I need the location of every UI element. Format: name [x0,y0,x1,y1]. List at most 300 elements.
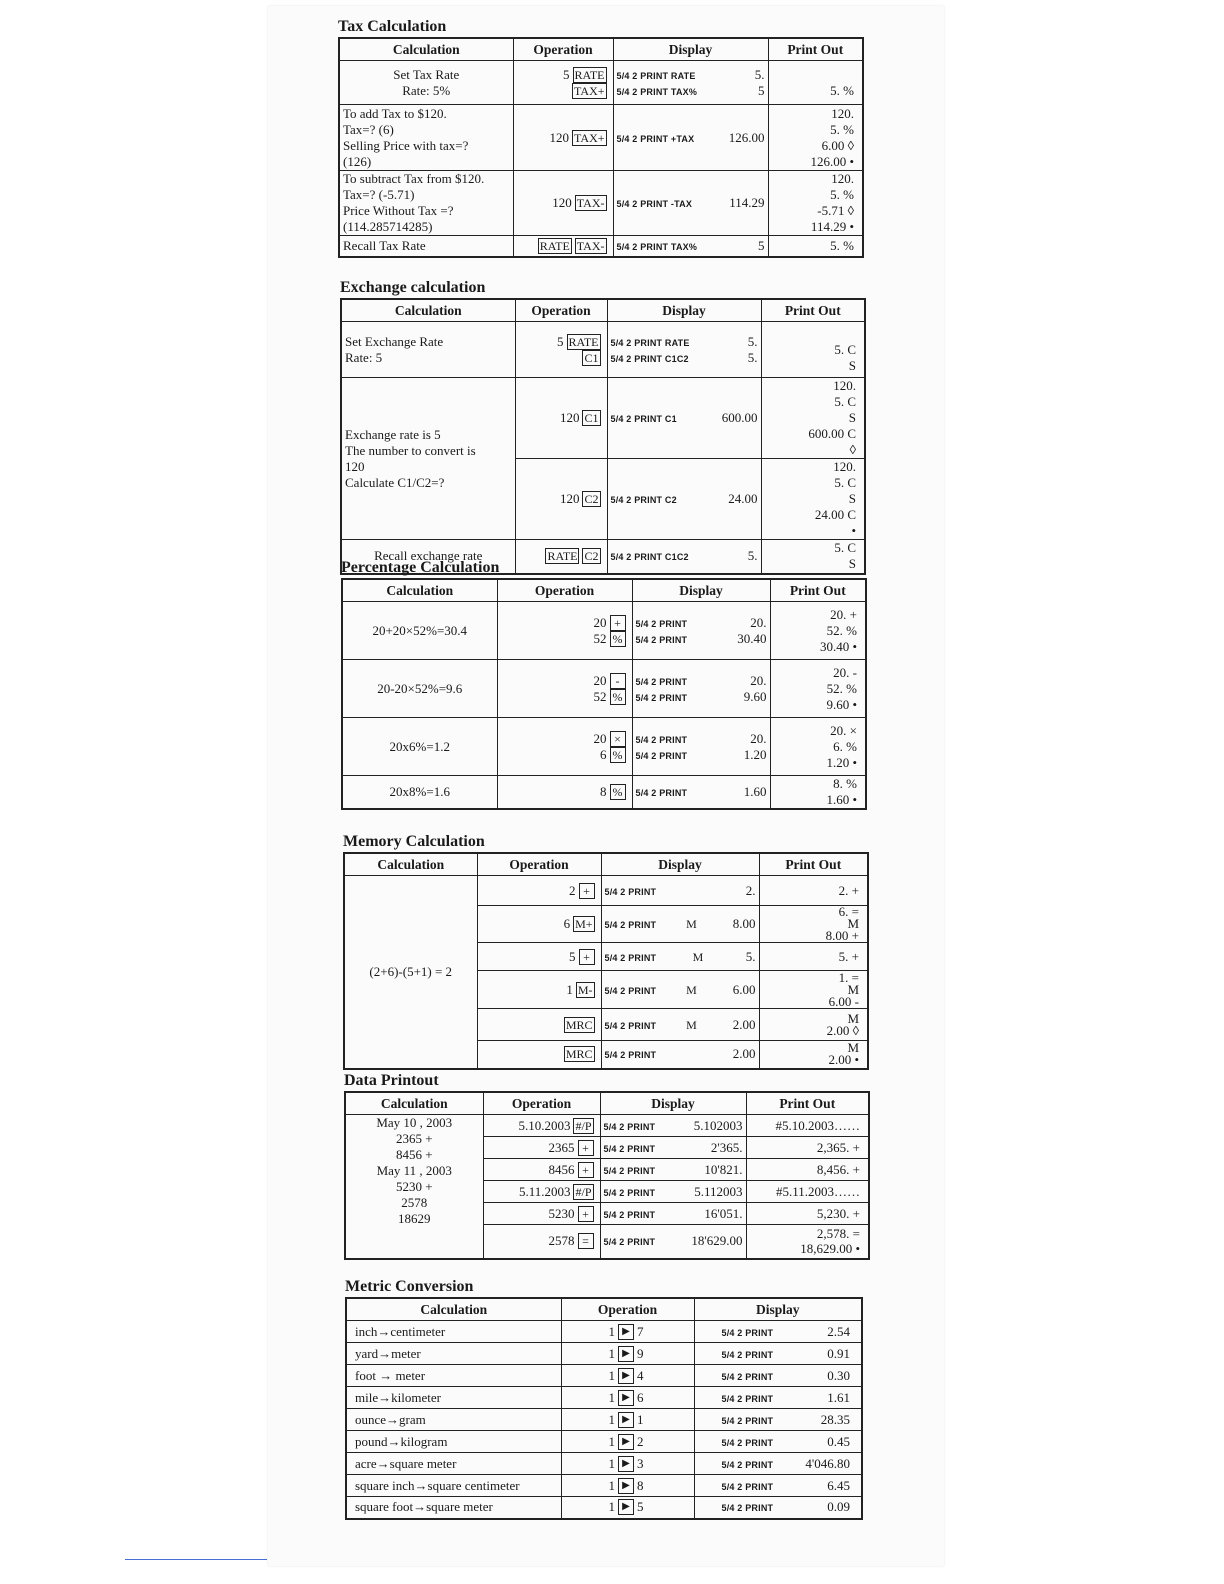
display-value: 114.29 [729,195,765,210]
calculation-cell: pound→kilogram [346,1431,561,1453]
display-cell [632,776,770,810]
operation-number: 2 [569,882,576,898]
calc-key: + [610,615,626,631]
display-value: 0.09 [827,1499,850,1515]
metric-title: Metric Conversion [345,1278,474,1295]
col-calculation: Calculation [339,38,513,61]
display-cell [601,1009,759,1041]
col-display: Display [601,853,759,876]
display-value: 5 [758,237,765,253]
operation-number: 20 [593,672,607,688]
calculation-cell: To add Tax to $120. Tax=? (6) Selling Price with tax=? (126) [339,105,513,171]
calculation-cell: Exchange rate is 5 The number to convert is 120 Calculate C1/C2=? [341,378,515,540]
col-printout: Print Out [761,299,865,322]
display-tag: 5/4 2 PRINT [603,1121,656,1132]
calc-key: % [610,784,626,800]
printout-cell: 5. + [759,943,868,971]
col-operation: Operation [483,1092,600,1115]
operation-cell [561,1497,694,1519]
calculation-cell: square inch→square centimeter [346,1475,561,1497]
display-memory-indicator: M [686,917,697,931]
calculation-cell: Set Tax Rate Rate: 5% [339,61,513,105]
operation-cell [483,1159,600,1181]
tax-section [338,17,864,258]
operation-line [519,334,601,350]
table-row [346,1343,862,1365]
calculation-cell: Set Exchange Rate Rate: 5 [341,322,515,378]
operation-cell [515,322,607,378]
calc-key: + [579,883,595,899]
col-calculation: Calculation [342,579,497,602]
display-cell [694,1475,862,1497]
col-calculation: Calculation [344,853,477,876]
calc-key: RATE [547,549,578,564]
display-value: 2'365. [710,1139,743,1155]
table-row [346,1453,862,1475]
display-value: 6.45 [827,1477,850,1493]
table-row [341,322,865,378]
operation-number: 20 [593,730,607,746]
printout-cell: #5.11.2003…… [746,1181,869,1203]
printout-cell: 5,230. + [746,1203,869,1225]
calc-key: C2 [584,549,599,564]
calc-key: % [610,747,626,763]
display-value: 9.60 [743,688,767,704]
display-value: 6.00 [732,981,756,997]
operation-line [501,731,626,747]
exchange-table [340,298,866,575]
col-display: Display [607,299,761,322]
display-line [617,195,765,211]
metric-table [345,1297,863,1520]
operation-line [501,747,626,763]
printout-cell: M 2.00 • [759,1041,868,1069]
table-row [339,105,863,171]
calc-key: + [578,1206,594,1222]
col-display: Display [600,1092,746,1115]
display-value: 10'821. [704,1161,743,1177]
display-value: 18'629.00 [691,1233,743,1249]
printout-cell: 2. + [759,876,868,906]
operation-line [501,615,626,631]
operation-cell [483,1115,600,1137]
calculation-cell: inch→centimeter [346,1321,561,1343]
memory-section [343,832,869,1070]
calc-key: ▶ [618,1346,634,1362]
display-cell [632,602,770,660]
operation-number: 5230 [548,1205,575,1221]
display-tag: 5/4 2 PRINT [635,618,688,629]
calc-key: + [579,949,595,965]
operation-cell [561,1431,694,1453]
calc-key: RATE [574,67,605,82]
metric-section [345,1277,863,1520]
display-tag: 5/4 2 PRINT [603,1209,656,1220]
display-value: 5. [747,548,758,564]
data-printout-header-row [345,1092,869,1115]
display-cell [607,459,761,540]
operation-number: 5.10.2003 [518,1117,571,1133]
display-value: 16'051. [704,1205,743,1221]
display-value: 600.00 [721,410,758,425]
calc-key: + [578,1162,594,1178]
display-cell [694,1365,862,1387]
calculation-cell: To subtract Tax from $120. Tax=? (-5.71) Price Without Tax =? (114.285714285) [339,171,513,236]
operation-cell [513,171,613,236]
display-cell [600,1115,746,1137]
calc-key: TAX+ [574,83,605,98]
display-cell [694,1387,862,1409]
display-line [611,350,758,366]
display-tag: 5/4 2 PRINT [604,920,657,930]
display-cell [694,1343,862,1365]
display-cell [600,1181,746,1203]
display-line [617,83,765,99]
operation-cell [561,1321,694,1343]
calc-key: ▶ [618,1390,634,1406]
percentage-section [341,558,867,810]
operation-cell [513,105,613,171]
calc-key: ▶ [618,1456,634,1472]
calc-key: % [610,631,626,647]
operation-digit: 2 [637,1433,644,1449]
display-line [611,410,758,426]
operation-digit: 8 [637,1477,644,1493]
memory-header-row [344,853,868,876]
table-row [342,776,866,810]
calc-key: MRC [565,1047,593,1062]
table-row [346,1387,862,1409]
operation-number: 120 [559,410,580,425]
operation-cell [497,718,632,776]
data-printout-table [344,1091,870,1260]
table-row [344,876,868,906]
table-row [339,171,863,236]
printout-cell: 20. - 52. % 9.60 • [770,660,866,718]
display-value: 5.112003 [694,1183,743,1199]
tax-table [338,37,864,258]
operation-number: 1 [608,1389,615,1405]
display-tag: 5/4 2 PRINT [603,1237,656,1248]
tax-header-row [339,38,863,61]
display-tag: 5/4 2 PRINT RATE [616,70,696,81]
display-line [617,238,765,254]
operation-cell [483,1181,600,1203]
operation-cell [515,378,607,459]
percentage-title: Percentage Calculation [341,559,500,576]
operation-number: 2578 [548,1233,575,1249]
display-cell [632,718,770,776]
display-line [636,784,767,800]
printout-cell: 20. × 6. % 1.20 • [770,718,866,776]
operation-number: 1 [608,1455,615,1471]
operation-number: 8 [600,784,607,799]
operation-number: 20 [593,614,607,630]
table-row [342,602,866,660]
operation-cell [483,1137,600,1159]
table-row [346,1475,862,1497]
display-value: 28.35 [820,1411,850,1427]
calc-key: TAX- [576,196,605,210]
col-operation: Operation [561,1298,694,1321]
calculation-cell: foot → meter [346,1365,561,1387]
operation-digit: 5 [637,1499,644,1515]
display-value: 20. [750,672,767,688]
printout-cell: 8. % 1.60 • [770,776,866,810]
display-tag: 5/4 2 PRINT [635,634,688,645]
printout-cell: 1. = M 6.00 - [759,971,868,1009]
display-line [617,130,765,146]
operation-cell [477,906,601,943]
display-tag: 5/4 2 PRINT [721,1415,774,1426]
display-value: 1.61 [827,1389,850,1405]
display-cell [601,943,759,971]
operation-cell [497,776,632,810]
display-tag: 5/4 2 PRINT [721,1459,774,1470]
printout-cell: M 2.00 ◊ [759,1009,868,1041]
display-tag: 5/4 2 PRINT [604,1020,657,1031]
display-value: 5. [745,948,756,964]
operation-cell [513,61,613,105]
calculation-cell: yard→meter [346,1343,561,1365]
calc-key: × [610,731,626,747]
calc-key: % [610,689,626,705]
table-row [342,660,866,718]
table-row [345,1115,869,1137]
calc-key: C1 [584,350,599,365]
display-tag: 5/4 2 PRINT C1C2 [610,552,689,563]
calc-key: ▶ [618,1324,634,1340]
display-cell [632,660,770,718]
operation-number: 1 [608,1433,615,1449]
operation-cell [561,1475,694,1497]
calc-key: ▶ [618,1368,634,1384]
operation-cell [515,459,607,540]
col-operation: Operation [513,38,613,61]
display-tag: 5/4 2 PRINT [603,1143,656,1154]
operation-line [501,689,626,705]
display-line [636,615,767,631]
display-value: 0.91 [827,1345,850,1361]
operation-number: 52 [593,688,607,704]
operation-number: 120 [552,195,572,210]
display-cell [601,971,759,1009]
calc-key: = [578,1233,594,1249]
display-cell [613,61,768,105]
display-value: 1.60 [743,784,767,799]
display-cell [613,105,768,171]
calc-key: TAX+ [574,130,605,145]
display-line [636,673,767,689]
operation-number: 2365 [548,1139,575,1155]
table-row [346,1365,862,1387]
display-tag: 5/4 2 PRINT [721,1481,774,1492]
operation-number: 1 [608,1477,615,1493]
printout-cell: 5. C S [761,322,865,378]
col-display: Display [632,579,770,602]
fold-line [125,1559,267,1560]
display-memory-indicator: M [686,1017,697,1032]
col-calculation: Calculation [346,1298,561,1321]
operation-cell [477,943,601,971]
display-cell [601,876,759,906]
printout-cell: 2,365. + [746,1137,869,1159]
printout-cell: 120. 5. C S 600.00 C ◊ [761,378,865,459]
display-value: 5. [747,349,758,365]
operation-number: 6 [600,746,607,762]
display-tag: 5/4 2 PRINT -TAX [616,199,693,209]
printout-cell: 2,578. = 18,629.00 • [746,1225,869,1259]
display-value: 1.20 [743,746,767,762]
calculation-cell: Recall Tax Rate [339,236,513,257]
percentage-table [341,578,867,810]
operation-line [501,784,626,800]
calc-key: ▶ [618,1499,634,1515]
display-value: 5.102003 [693,1117,743,1133]
operation-cell [561,1343,694,1365]
operation-number: 6 [563,916,571,931]
display-cell [607,378,761,459]
display-tag: 5/4 2 PRINT C1C2 [610,353,689,364]
operation-line [517,195,607,211]
display-tag: 5/4 2 PRINT C2 [610,495,677,505]
calculation-cell: acre→square meter [346,1453,561,1475]
printout-cell: 5. % [768,61,863,105]
operation-number: 1 [608,1323,615,1339]
calc-key: ▶ [618,1434,634,1450]
operation-number: 5.11.2003 [518,1183,571,1199]
display-value: 20. [750,730,767,746]
table-row [339,236,863,257]
display-tag: 5/4 2 PRINT [635,676,688,687]
calculation-cell: 20x8%=1.6 [342,776,497,810]
printout-cell: 120. 5. C S 24.00 C • [761,459,865,540]
printout-cell: 5. C S [761,540,865,574]
display-line [611,334,758,350]
operation-digit: 3 [637,1455,644,1471]
operation-digit: 1 [637,1411,644,1427]
operation-cell [513,236,613,257]
display-cell [600,1203,746,1225]
operation-line [519,350,601,366]
printout-cell: 6. = M 8.00 + [759,906,868,943]
display-value: 2.00 [732,1046,756,1062]
calc-key: RATE [568,334,599,349]
data-printout-title: Data Printout [344,1072,439,1089]
display-tag: 5/4 2 PRINT [721,1327,774,1338]
calculation-cell: square foot→square meter [346,1497,561,1519]
display-value: 2.54 [827,1323,850,1339]
tax-title: Tax Calculation [338,18,447,35]
col-operation: Operation [477,853,601,876]
display-tag: 5/4 2 PRINT [635,750,688,761]
operation-cell [483,1225,600,1259]
calculation-cell: mile→kilometer [346,1387,561,1409]
calc-key: ▶ [618,1478,634,1494]
display-tag: 5/4 2 PRINT TAX% [616,86,698,97]
table-row [346,1321,862,1343]
operation-line [517,67,607,83]
display-tag: 5/4 2 PRINT [721,1349,774,1360]
display-line [636,689,767,705]
display-value: 30.40 [737,630,767,646]
calc-key: RATE [539,238,570,253]
col-display: Display [694,1298,862,1321]
calculation-cell: 20x6%=1.2 [342,718,497,776]
calculation-cell: 20-20×52%=9.6 [342,660,497,718]
col-calculation: Calculation [341,299,515,322]
display-line [636,631,767,647]
display-cell [694,1409,862,1431]
operation-number: 52 [593,630,607,646]
display-tag: 5/4 2 PRINT [604,985,657,996]
operation-number: 1 [608,1499,615,1515]
operation-number: 120 [549,129,570,145]
operation-cell [477,1041,601,1069]
display-tag: 5/4 2 PRINT [604,952,657,963]
col-operation: Operation [497,579,632,602]
table-row [346,1409,862,1431]
display-value: 4'046.80 [805,1455,850,1471]
display-value: 0.45 [827,1433,850,1449]
operation-number: 8456 [548,1161,575,1177]
display-value: 24.00 [728,491,758,506]
display-value: 5. [754,66,765,82]
operation-number: 1 [608,1345,615,1361]
memory-table [343,852,869,1070]
percentage-header-row [342,579,866,602]
display-cell [694,1453,862,1475]
display-cell [613,171,768,236]
calculation-cell: ounce→gram [346,1409,561,1431]
operation-cell [561,1409,694,1431]
display-tag: 5/4 2 PRINT [721,1437,774,1448]
table-row [339,61,863,105]
operation-number: 1 [608,1367,615,1383]
operation-number: 5 [569,948,576,964]
calculation-cell: 20+20×52%=30.4 [342,602,497,660]
calc-key: #/P [575,1118,592,1133]
display-cell [694,1431,862,1453]
display-value: 2.00 [732,1016,756,1032]
calculation-cell: May 10 , 2003 2365 + 8456 + May 11 , 2003 5230 + 2578 18629 [345,1115,483,1259]
printout-cell: #5.10.2003…… [746,1115,869,1137]
operation-line [519,410,601,426]
display-tag: 5/4 2 PRINT [603,1187,656,1198]
operation-digit: 9 [637,1345,644,1361]
operation-cell [497,660,632,718]
display-memory-indicator: M [692,949,704,964]
display-cell [600,1137,746,1159]
operation-cell [477,876,601,906]
calc-key: + [578,1140,594,1156]
calc-key: #/P [575,1184,592,1199]
col-printout: Print Out [746,1092,869,1115]
operation-line [519,491,601,507]
operation-line [517,130,607,146]
col-calculation: Calculation [345,1092,483,1115]
calculation-cell: Recall exchange rate [341,540,515,574]
operation-cell [483,1203,600,1225]
operation-number: 5 [557,333,564,349]
operation-cell [477,971,601,1009]
table-row [346,1431,862,1453]
calculation-cell: (2+6)-(5+1) = 2 [344,876,477,1069]
display-line [636,731,767,747]
display-cell [601,906,759,943]
operation-number: 120 [559,491,580,506]
display-cell [607,322,761,378]
